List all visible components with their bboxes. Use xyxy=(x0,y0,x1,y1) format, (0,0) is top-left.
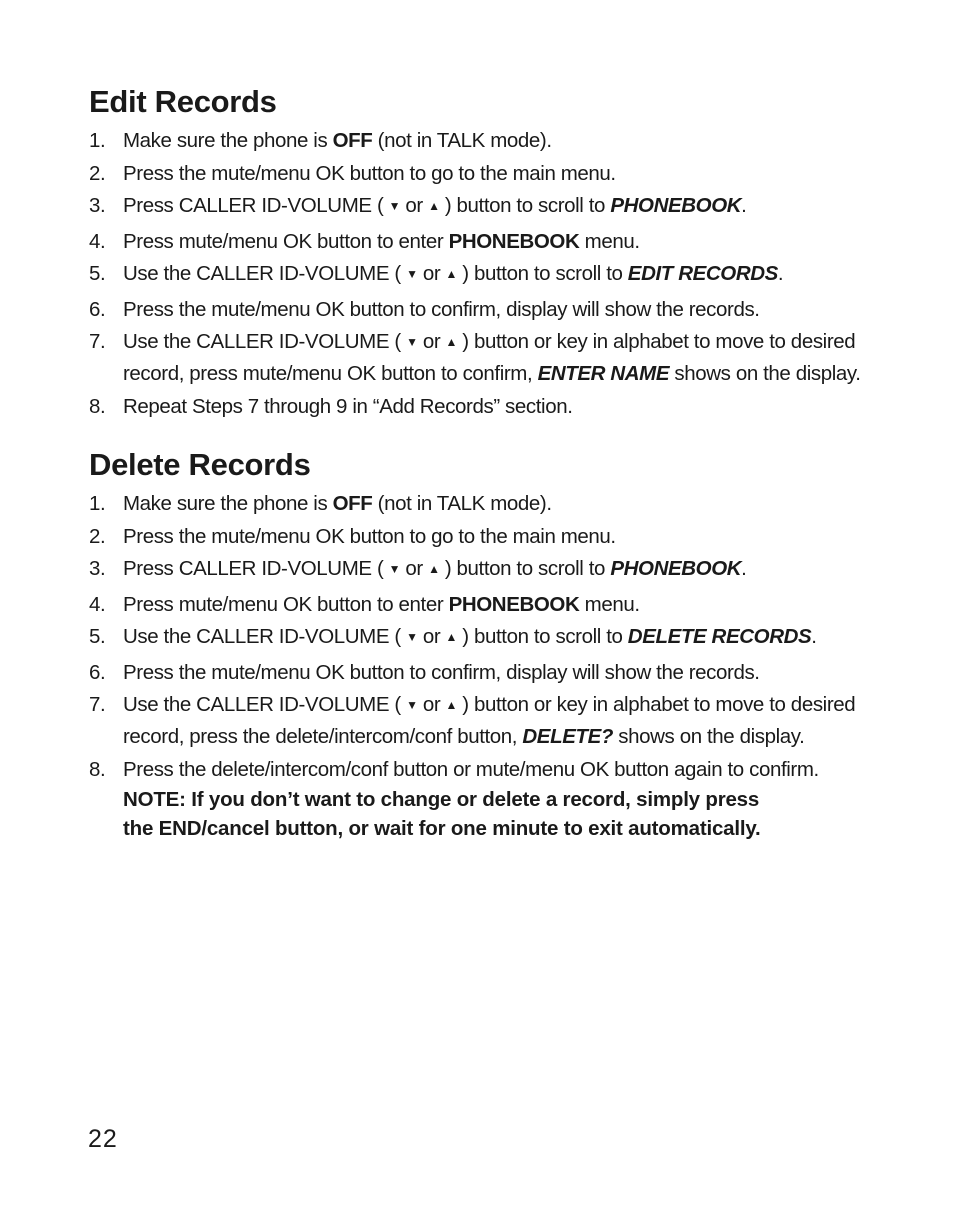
step-text: Press mute/menu OK button to enter xyxy=(123,592,449,616)
delete-step-5 xyxy=(89,622,879,654)
step-text: . xyxy=(777,262,784,285)
step-number: 8. xyxy=(89,394,106,418)
step-text: ) button to scroll to xyxy=(444,194,611,217)
step-text: shows on the display. xyxy=(669,362,861,385)
step-text: Press the mute/menu OK button to confirm, display will show the records. xyxy=(123,297,760,321)
delete-step-4 xyxy=(89,590,879,619)
step-text: Press mute/menu OK button to enter xyxy=(123,229,449,253)
step-text: ) button to scroll to xyxy=(462,262,628,285)
step-number: 2. xyxy=(89,524,106,548)
delete-step-6 xyxy=(89,658,879,687)
step-keyword: OFF xyxy=(332,492,373,515)
edit-step-6 xyxy=(89,295,879,324)
step-number: 3. xyxy=(89,557,106,580)
step-text: or xyxy=(422,625,441,648)
up-arrow-icon: ▲ xyxy=(445,335,457,349)
edit-step-3 xyxy=(89,191,879,223)
note-text: NOTE: If you don’t want to change or delete a record, simply press the END/cancel button, or wait for one minute to exit automatically. xyxy=(123,787,761,840)
step-number: 1. xyxy=(89,129,106,152)
up-arrow-icon: ▲ xyxy=(445,267,457,281)
step-text: menu. xyxy=(579,229,640,253)
delete-step-1 xyxy=(89,489,879,518)
step-text: (not in TALK mode). xyxy=(372,129,552,152)
step-menu-target: PHONEBOOK xyxy=(610,194,742,217)
step-text: or xyxy=(422,693,441,716)
up-arrow-icon: ▲ xyxy=(428,562,440,576)
step-text: ) button or key in alphabet to move to desired record, press the delete/intercom/conf button, xyxy=(123,693,856,748)
step-menu-target: DELETE? xyxy=(522,725,613,748)
step-text: shows on the display. xyxy=(613,725,805,748)
up-arrow-icon: ▲ xyxy=(428,199,440,213)
step-text: . xyxy=(741,557,747,580)
delete-step-8 xyxy=(89,755,879,843)
step-text: Press the mute/menu OK button to go to the main menu. xyxy=(123,524,616,548)
edit-step-8 xyxy=(89,392,879,421)
up-arrow-icon: ▲ xyxy=(445,698,457,712)
step-text: Use the CALLER ID-VOLUME ( xyxy=(123,262,401,285)
step-keyword: PHONEBOOK xyxy=(448,592,580,616)
delete-records-heading: Delete Records xyxy=(89,447,311,482)
down-arrow-icon: ▼ xyxy=(388,562,401,576)
step-number: 5. xyxy=(89,625,106,648)
edit-records-heading: Edit Records xyxy=(89,84,277,119)
step-text: Use the CALLER ID-VOLUME ( xyxy=(123,330,401,353)
down-arrow-icon: ▼ xyxy=(406,630,418,644)
delete-step-3 xyxy=(89,554,879,586)
down-arrow-icon: ▼ xyxy=(388,199,401,213)
step-number: 1. xyxy=(89,492,106,515)
step-text: Make sure the phone is xyxy=(123,129,333,152)
step-number: 8. xyxy=(89,757,106,781)
step-number: 3. xyxy=(89,194,106,217)
down-arrow-icon: ▼ xyxy=(406,335,418,349)
step-text: . xyxy=(811,625,817,648)
step-menu-target: DELETE RECORDS xyxy=(627,625,812,648)
step-text: Press CALLER ID-VOLUME ( xyxy=(123,557,384,580)
delete-records-steps xyxy=(89,489,879,846)
edit-step-4 xyxy=(89,227,879,256)
step-number: 6. xyxy=(89,297,106,321)
step-keyword: PHONEBOOK xyxy=(448,229,580,253)
down-arrow-icon: ▼ xyxy=(406,267,418,281)
step-text: Use the CALLER ID-VOLUME ( xyxy=(123,625,401,648)
step-text: . xyxy=(741,194,747,217)
step-text: Use the CALLER ID-VOLUME ( xyxy=(123,693,401,716)
delete-step-2 xyxy=(89,522,879,551)
step-text: or xyxy=(405,557,423,580)
edit-records-steps xyxy=(89,126,879,424)
up-arrow-icon: ▲ xyxy=(445,630,457,644)
step-number: 6. xyxy=(89,660,106,684)
down-arrow-icon: ▼ xyxy=(406,698,418,712)
step-text: Press the mute/menu OK button to confirm, display will show the records. xyxy=(123,660,760,684)
step-text: Press the mute/menu OK button to go to the main menu. xyxy=(123,161,616,185)
step-text: ) button to scroll to xyxy=(444,557,611,580)
step-text: Make sure the phone is xyxy=(123,492,333,515)
step-text: or xyxy=(405,194,423,217)
step-menu-target: PHONEBOOK xyxy=(610,557,742,580)
step-text: Press CALLER ID-VOLUME ( xyxy=(123,194,384,217)
page-number: 22 xyxy=(88,1125,118,1153)
step-number: 7. xyxy=(89,693,106,716)
step-number: 7. xyxy=(89,330,106,353)
edit-step-1 xyxy=(89,126,879,155)
delete-step-7 xyxy=(89,690,879,751)
step-menu-target: ENTER NAME xyxy=(537,362,670,385)
step-text: or xyxy=(422,262,441,285)
step-text: Repeat Steps 7 through 9 in “Add Records” section. xyxy=(123,394,573,418)
step-text: ) button to scroll to xyxy=(462,625,628,648)
step-text: menu. xyxy=(579,592,640,616)
step-number: 2. xyxy=(89,161,106,185)
step-keyword: OFF xyxy=(332,129,373,152)
edit-step-5 xyxy=(89,259,879,291)
step-number: 5. xyxy=(89,262,106,285)
step-text: Press the delete/intercom/conf button or mute/menu OK button again to confirm. xyxy=(123,757,819,781)
step-text: or xyxy=(422,330,441,353)
edit-step-2 xyxy=(89,159,879,188)
step-text: (not in TALK mode). xyxy=(372,492,552,515)
step-number: 4. xyxy=(89,229,106,253)
edit-step-7 xyxy=(89,327,879,388)
step-number: 4. xyxy=(89,592,106,616)
step-text: ) button or key in alphabet to move to desired record, press mute/menu OK button to confirm, xyxy=(123,330,856,385)
step-menu-target: EDIT RECORDS xyxy=(627,262,778,285)
